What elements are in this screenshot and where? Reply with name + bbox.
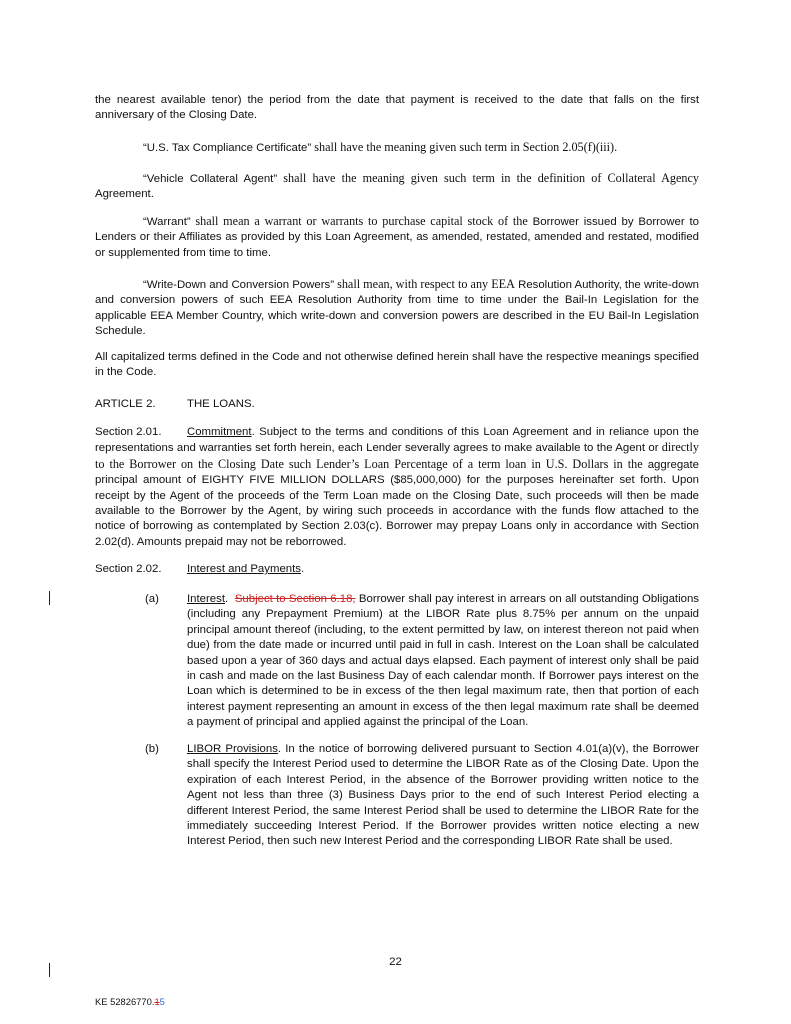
defined-term: “U.S. Tax Compliance Certificate” bbox=[143, 142, 312, 154]
subsection-title: LIBOR Provisions bbox=[187, 743, 278, 755]
section-text: aggregate principal amount of EIGHTY FIVE MILLION DOLLARS ($85,000,000) for the purposes hereinafter set forth. Upon receipt by the Agent of the proceeds of the Term Loan made on the Closing Date, such proceeds will then be made available to the Borrower by the Agent, by wiring such proceeds in accordance with the funds flow attached to the notice of borrowing as contemplated by Section 2.03(c). Borrower may prepay Loans only in accordance with Section 2.02(d). Amounts prepaid may not be reborrowed. bbox=[95, 458, 699, 548]
article-heading bbox=[95, 397, 699, 412]
section-2-01 bbox=[95, 425, 699, 550]
section-number: Section 2.01. bbox=[95, 426, 162, 438]
section-number: Section 2.02. bbox=[95, 563, 162, 575]
definition-text: Borrower issued by Borrower to Lenders or their Affiliates as provided by this Loan Agreement, as amended, restated, amended and restated, modified or supplemented from time to time. bbox=[95, 216, 699, 259]
page-number: 22 bbox=[389, 956, 402, 968]
section-title: Interest and Payments bbox=[187, 563, 301, 575]
deleted-revision: 1 bbox=[154, 996, 160, 1007]
definition-warrant bbox=[95, 214, 699, 261]
article-number: ARTICLE 2. bbox=[95, 398, 156, 410]
definition-vehicle-collateral-agent bbox=[95, 171, 699, 203]
definition-text: shall mean, with respect to any EEA bbox=[334, 277, 515, 291]
section-text-serif: directly to the Borrower on the Closing Date such Lender’s Loan Percentage of a term loan in U.S. Dollars in the bbox=[95, 440, 699, 471]
new-revision: 5 bbox=[159, 996, 165, 1007]
definition-text: shall have the meaning given such term in the definition of Collateral Agency bbox=[277, 171, 699, 185]
document-footer bbox=[95, 994, 165, 1009]
definition-write-down-powers bbox=[95, 277, 699, 340]
section-title-end: . bbox=[300, 563, 305, 575]
subsection-title-end: . bbox=[277, 743, 282, 755]
change-bar bbox=[49, 591, 50, 605]
deleted-text: Subject to Section 6.18, bbox=[234, 593, 356, 605]
subsection-label: (a) bbox=[145, 593, 159, 605]
subsection-a-interest bbox=[145, 592, 699, 731]
document-id: KE 52826770. bbox=[95, 996, 155, 1007]
paragraph-tenor: the nearest available tenor) the period from the date that payment is received to the date that falls on the first anniversary of the Closing Date. bbox=[95, 94, 699, 122]
definition-text: Agreement. bbox=[95, 188, 154, 201]
subsection-label: (b) bbox=[145, 743, 159, 755]
defined-term: “Warrant” bbox=[143, 216, 191, 228]
subsection-title-end: . bbox=[225, 593, 229, 605]
article-title: THE LOANS. bbox=[187, 398, 255, 410]
subsection-text: Borrower shall pay interest in arrears on all outstanding Obligations (including any Prepayment Premium) at the LIBOR Rate plus 8.75% per annum on the unpaid principal amount thereof (including, to the extent permitted by law, on interest thereon not paid when due) from the date made or incurred until paid in full in cash. Interest on the Loan shall be calculated based upon a year of 360 days and actual days elapsed. Each payment of interest only shall be paid in cash and made on the last Business Day of each calendar month. If Borrower pays interest on the Loan which is determined to be in excess of the then legal maximum rate, then that portion of each interest payment representing an amount in excess of the then legal maximum rate shall be deemed a payment of principal and applied against the principal of the Loan. bbox=[187, 593, 699, 729]
definition-us-tax-certificate bbox=[95, 140, 699, 156]
defined-term: “Write-Down and Conversion Powers” bbox=[143, 279, 335, 291]
section-2-02-heading bbox=[95, 562, 699, 577]
definition-text: shall have the meaning given such term in Section 2.05(f)(iii). bbox=[311, 140, 618, 154]
paragraph-capitalized-terms: All capitalized terms defined in the Code and not otherwise defined herein shall have the respective meanings specified in the Code. bbox=[95, 351, 699, 379]
defined-term: “Vehicle Collateral Agent” bbox=[143, 173, 278, 185]
section-text: . Subject to the terms and conditions of this Loan Agreement and in reliance upon the representations and warranties set forth herein, each Lender severally agrees to make available to the Agent or bbox=[95, 426, 699, 455]
subsection-body bbox=[187, 742, 699, 850]
section-title: Commitment bbox=[187, 426, 252, 438]
definition-text: shall mean a warrant or warrants to purchase capital stock of the bbox=[190, 214, 528, 228]
definition-text: Resolution Authority, the write-down and conversion powers of such EEA Resolution Authority from time to time under the Bail-In Legislation for the applicable EEA Member Country, which write-down and conversion powers are described in the EU Bail-In Legislation Schedule. bbox=[95, 279, 700, 338]
subsection-title: Interest bbox=[187, 593, 225, 605]
subsection-text: In the notice of borrowing delivered pursuant to Section 4.01(a)(v), the Borrower shall specify the Interest Period used to determine the LIBOR Rate as of the Closing Date. Upon the expiration of each Interest Period, in the absence of the Borrower providing written notice to the Agent not less than three (3) Business Days prior to the end of such Interest Period electing a different Interest Period, the same Interest Period shall be used to determine the LIBOR Rate for the immediately succeeding Interest Period. If the Borrower provides written notice electing a new Interest Period, then such new Interest Period and the corresponding LIBOR Rate shall be used. bbox=[187, 743, 699, 848]
subsection-b-libor bbox=[145, 742, 699, 850]
subsection-body bbox=[187, 592, 699, 731]
